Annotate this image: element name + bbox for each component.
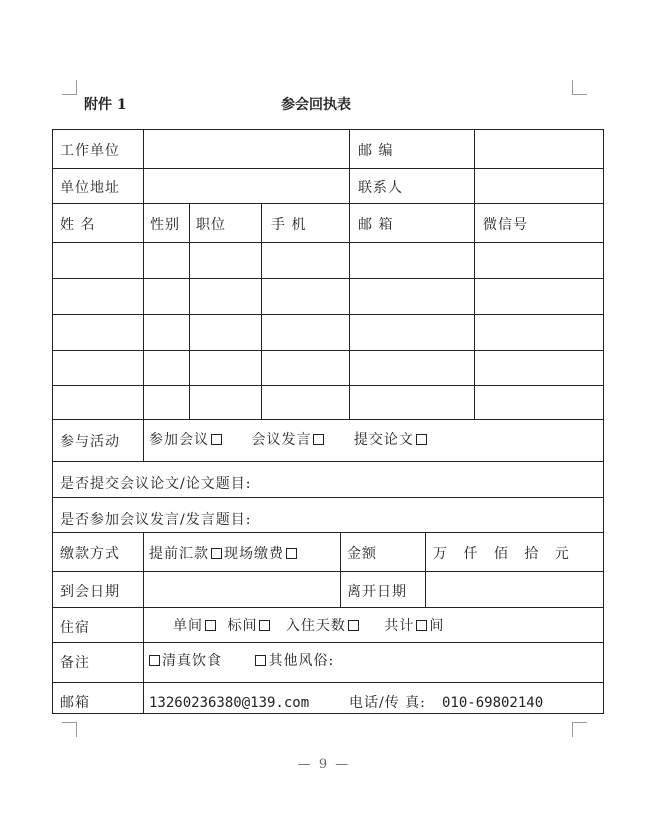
checkbox-standard[interactable] [259, 620, 270, 631]
phone-label: 电话/传 真: [349, 695, 426, 711]
paper-question: 是否提交会议论文/论文题目: [60, 476, 252, 492]
activity-label: 参与活动 [60, 434, 120, 450]
col-position: 职位 [196, 217, 226, 233]
lodging-label: 住宿 [60, 620, 90, 636]
checkbox-single[interactable] [205, 620, 216, 631]
attachment-label: 附件 1 [84, 97, 127, 113]
col-wechat: 微信号 [483, 217, 528, 233]
checkbox-halal[interactable] [149, 655, 160, 666]
col-mobile: 手 机 [271, 217, 307, 233]
notes-options: 清真饮食 其他风俗: [147, 653, 334, 669]
checkbox-paper[interactable] [416, 434, 427, 445]
col-gender: 性别 [150, 217, 180, 233]
registration-form-table [52, 129, 604, 714]
amount-label: 金额 [347, 546, 377, 562]
checkbox-days[interactable] [348, 620, 359, 631]
payment-label: 缴款方式 [60, 546, 120, 562]
checkbox-speak[interactable] [313, 434, 324, 445]
activity-options: 参加会议 会议发言 提交论文 [149, 432, 429, 448]
crop-mark-top-left [62, 80, 77, 95]
crop-mark-bottom-left [62, 722, 77, 737]
postcode-label: 邮 编 [358, 143, 394, 159]
col-name: 姓 名 [60, 217, 96, 233]
crop-mark-bottom-right [572, 722, 587, 737]
checkbox-onsite[interactable] [286, 548, 297, 559]
address-label: 单位地址 [60, 180, 120, 196]
amount-units: 万 仟 佰 拾 元 [433, 546, 575, 562]
checkbox-attend[interactable] [211, 434, 222, 445]
checkbox-prepay[interactable] [211, 548, 222, 559]
checkbox-total[interactable] [416, 620, 427, 631]
departure-label: 离开日期 [347, 584, 407, 600]
page-number: — 9 — [297, 757, 351, 772]
col-email: 邮 箱 [358, 217, 394, 233]
work-unit-label: 工作单位 [60, 143, 120, 159]
payment-options: 提前汇款 现场缴费 [149, 546, 299, 562]
contact-email-label: 邮箱 [60, 695, 90, 711]
contact-person-label: 联系人 [358, 180, 403, 196]
lodging-options: 单间 标间 入住天数 共计 间 [173, 618, 445, 634]
contact-email: 13260236380@139.com [149, 695, 310, 711]
arrival-label: 到会日期 [60, 584, 120, 600]
crop-mark-top-right [572, 80, 587, 95]
page-title: 参会回执表 [281, 97, 351, 113]
checkbox-other-customs[interactable] [255, 655, 266, 666]
phone-number: 010-69802140 [442, 695, 544, 711]
speech-question: 是否参加会议发言/发言题目: [60, 512, 252, 528]
notes-label: 备注 [60, 655, 90, 671]
